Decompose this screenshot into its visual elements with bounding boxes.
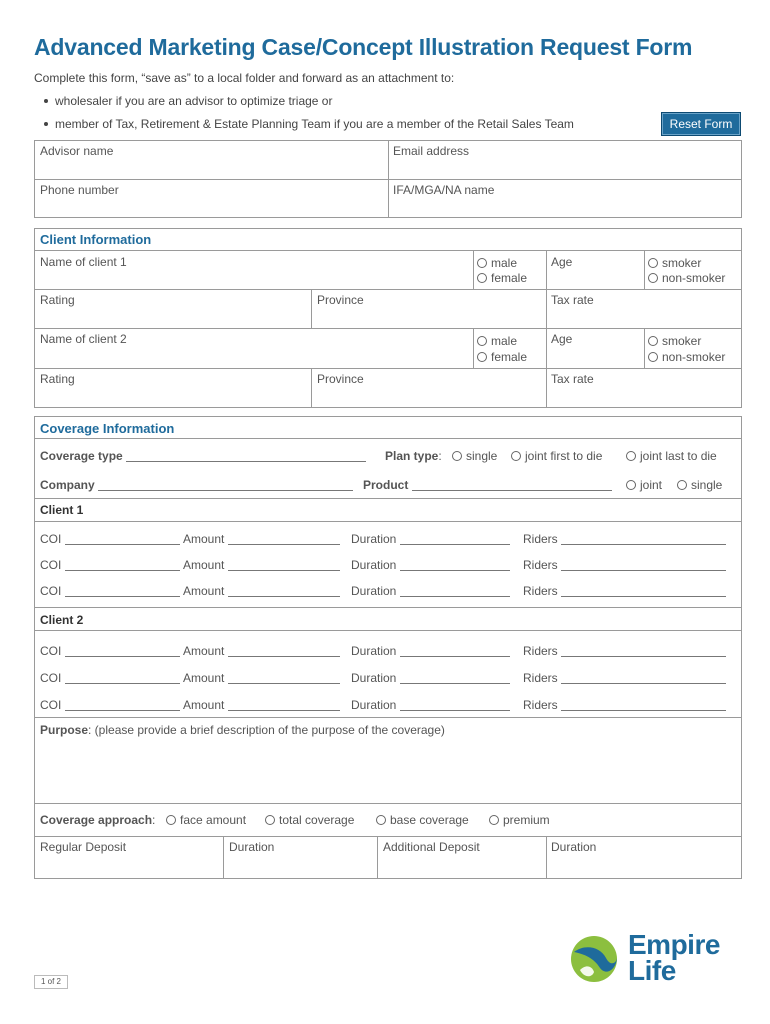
client2-tax-rate-field[interactable]: Tax rate — [551, 372, 594, 386]
phone-field[interactable]: Phone number — [40, 183, 119, 197]
empire-life-logo-text: Empire Life — [628, 929, 720, 986]
joint-radio[interactable]: joint — [626, 478, 662, 492]
radio-icon — [265, 815, 275, 825]
single-radio[interactable]: single — [677, 478, 722, 492]
client2-age-field[interactable]: Age — [551, 332, 573, 346]
c2-coi-field-1[interactable]: COI — [40, 644, 180, 658]
plan-type-label: Plan type: — [385, 449, 442, 463]
additional-deposit-field[interactable]: Additional Deposit — [383, 840, 480, 854]
client2-smoker-radio[interactable]: smoker — [648, 334, 701, 348]
client2-name-field[interactable]: Name of client 2 — [40, 332, 127, 346]
client1-tax-rate-field[interactable]: Tax rate — [551, 293, 594, 307]
duration-field-a[interactable]: Duration — [229, 840, 275, 854]
client2-male-radio[interactable]: male — [477, 334, 517, 348]
product-field[interactable]: Product — [363, 478, 612, 492]
c2-riders-field-3[interactable]: Riders — [523, 698, 726, 712]
client1-age-field[interactable]: Age — [551, 255, 573, 269]
c1-riders-field-1[interactable]: Riders — [523, 532, 726, 546]
page-indicator: 1 of 2 — [34, 975, 68, 989]
client1-smoker-radio[interactable]: smoker — [648, 256, 701, 270]
email-field[interactable]: Email address — [393, 144, 470, 158]
c2-duration-field-1[interactable]: Duration — [351, 644, 510, 658]
c2-riders-field-2[interactable]: Riders — [523, 671, 726, 685]
plan-joint-first-radio[interactable]: joint first to die — [511, 449, 602, 463]
c2-duration-field-2[interactable]: Duration — [351, 671, 510, 685]
radio-icon — [477, 352, 487, 362]
client1-rating-field[interactable]: Rating — [40, 293, 75, 307]
approach-face-radio[interactable]: face amount — [166, 813, 246, 827]
client2-rating-field[interactable]: Rating — [40, 372, 75, 386]
company-field[interactable]: Company — [40, 478, 353, 492]
radio-icon — [477, 273, 487, 283]
c1-duration-field-1[interactable]: Duration — [351, 532, 510, 546]
form-title: Advanced Marketing Case/Concept Illustration Request Form — [34, 34, 693, 60]
approach-premium-radio[interactable]: premium — [489, 813, 550, 827]
c1-duration-field-2[interactable]: Duration — [351, 558, 510, 572]
c1-coi-field-3[interactable]: COI — [40, 584, 180, 598]
radio-icon — [489, 815, 499, 825]
client1-female-radio[interactable]: female — [477, 271, 527, 285]
c2-duration-field-3[interactable]: Duration — [351, 698, 510, 712]
plan-single-radio[interactable]: single — [452, 449, 497, 463]
c1-amount-field-3[interactable]: Amount — [183, 584, 340, 598]
radio-icon — [648, 258, 658, 268]
regular-deposit-field[interactable]: Regular Deposit — [40, 840, 127, 854]
radio-icon — [477, 258, 487, 268]
bullet-team: member of Tax, Retirement & Estate Planning Team if you are a member of the Retail Sales Team — [44, 117, 574, 131]
c1-riders-field-2[interactable]: Riders — [523, 558, 726, 572]
empire-life-logo-icon — [570, 934, 620, 984]
c1-duration-field-3[interactable]: Duration — [351, 584, 510, 598]
reset-form-button[interactable]: Reset Form — [661, 112, 741, 136]
client1-heading: Client 1 — [40, 503, 84, 517]
ifa-field[interactable]: IFA/MGA/NA name — [393, 183, 495, 197]
purpose-field[interactable]: Purpose: (please provide a brief description of the purpose of the coverage) — [40, 723, 445, 737]
plan-joint-last-radio[interactable]: joint last to die — [626, 449, 717, 463]
coverage-approach-label: Coverage approach: — [40, 813, 156, 827]
radio-icon — [452, 451, 462, 461]
c1-coi-field-2[interactable]: COI — [40, 558, 180, 572]
approach-base-radio[interactable]: base coverage — [376, 813, 469, 827]
client2-female-radio[interactable]: female — [477, 350, 527, 364]
coverage-heading: Coverage Information — [40, 421, 175, 436]
duration-field-b[interactable]: Duration — [551, 840, 597, 854]
intro-text: Complete this form, “save as” to a local folder and forward as an attachment to: — [34, 71, 455, 85]
client1-name-field[interactable]: Name of client 1 — [40, 255, 127, 269]
client1-province-field[interactable]: Province — [317, 293, 364, 307]
c2-riders-field-1[interactable]: Riders — [523, 644, 726, 658]
radio-icon — [511, 451, 521, 461]
radio-icon — [166, 815, 176, 825]
client2-heading: Client 2 — [40, 613, 84, 627]
radio-icon — [626, 480, 636, 490]
c2-amount-field-3[interactable]: Amount — [183, 698, 340, 712]
radio-icon — [376, 815, 386, 825]
client-info-section — [34, 228, 742, 408]
c1-coi-field-1[interactable]: COI — [40, 532, 180, 546]
c2-coi-field-3[interactable]: COI — [40, 698, 180, 712]
radio-icon — [477, 336, 487, 346]
client2-non-smoker-radio[interactable]: non-smoker — [648, 350, 725, 364]
radio-icon — [677, 480, 687, 490]
client-info-heading: Client Information — [40, 232, 152, 247]
client1-male-radio[interactable]: male — [477, 256, 517, 270]
coverage-type-field[interactable]: Coverage type — [40, 449, 366, 463]
bullet-wholesaler: wholesaler if you are an advisor to optimize triage or — [44, 94, 332, 108]
c2-amount-field-2[interactable]: Amount — [183, 671, 340, 685]
client2-province-field[interactable]: Province — [317, 372, 364, 386]
c2-coi-field-2[interactable]: COI — [40, 671, 180, 685]
c2-amount-field-1[interactable]: Amount — [183, 644, 340, 658]
radio-icon — [648, 352, 658, 362]
advisor-name-field[interactable]: Advisor name — [40, 144, 114, 158]
radio-icon — [648, 273, 658, 283]
radio-icon — [626, 451, 636, 461]
approach-total-radio[interactable]: total coverage — [265, 813, 354, 827]
c1-amount-field-1[interactable]: Amount — [183, 532, 340, 546]
client1-non-smoker-radio[interactable]: non-smoker — [648, 271, 725, 285]
c1-riders-field-3[interactable]: Riders — [523, 584, 726, 598]
radio-icon — [648, 336, 658, 346]
c1-amount-field-2[interactable]: Amount — [183, 558, 340, 572]
